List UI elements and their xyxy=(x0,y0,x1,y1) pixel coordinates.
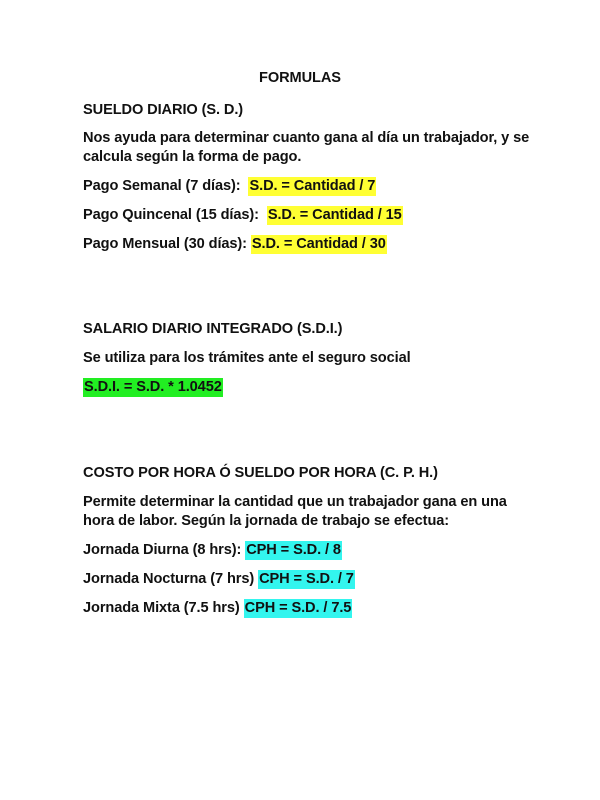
formula-row-jornada-diurna xyxy=(83,541,342,559)
formula-row-pago-mensual xyxy=(83,235,387,253)
section-heading-sueldo-diario: SUELDO DIARIO (S. D.) xyxy=(83,102,244,118)
formula-row-sdi xyxy=(83,378,223,396)
formula-row-pago-semanal xyxy=(83,177,376,195)
section-description-line: calcula según la forma de pago. xyxy=(83,149,302,165)
formula-highlight: S.D. = Cantidad / 15 xyxy=(267,207,402,223)
formula-highlight: S.D.I. = S.D. * 1.0452 xyxy=(84,379,222,395)
formula-row-pago-quincenal xyxy=(83,206,403,224)
section-heading-costo-por-hora: COSTO POR HORA Ó SUELDO POR HORA (C. P. H.) xyxy=(83,465,438,481)
formula-highlight: CPH = S.D. / 8 xyxy=(246,542,341,558)
formula-row-jornada-nocturna xyxy=(83,570,355,588)
formula-highlight: S.D. = Cantidad / 30 xyxy=(251,236,386,252)
formula-highlight: S.D. = Cantidad / 7 xyxy=(249,178,376,194)
formula-label: Pago Quincenal (15 días): xyxy=(83,207,267,223)
formula-highlight: CPH = S.D. / 7 xyxy=(259,571,354,587)
formula-highlight: CPH = S.D. / 7.5 xyxy=(244,600,352,616)
formula-label: Jornada Diurna (8 hrs): xyxy=(83,542,246,558)
document-title: FORMULAS xyxy=(259,70,341,86)
section-heading-salario-diario-integrado: SALARIO DIARIO INTEGRADO (S.D.I.) xyxy=(83,321,343,337)
formula-row-jornada-mixta xyxy=(83,599,352,617)
section-description-line: hora de labor. Según la jornada de trabajo se efectua: xyxy=(83,513,450,529)
section-description-line: Permite determinar la cantidad que un trabajador gana en una xyxy=(83,494,507,510)
section-description-line: Nos ayuda para determinar cuanto gana al día un trabajador, y se xyxy=(83,130,530,146)
formula-label: Pago Semanal (7 días): xyxy=(83,178,249,194)
section-description-line: Se utiliza para los trámites ante el seguro social xyxy=(83,350,411,366)
formula-label: Jornada Mixta (7.5 hrs) xyxy=(83,600,244,616)
formula-label: Jornada Nocturna (7 hrs) xyxy=(83,571,259,587)
formula-label: Pago Mensual (30 días): xyxy=(83,236,251,252)
